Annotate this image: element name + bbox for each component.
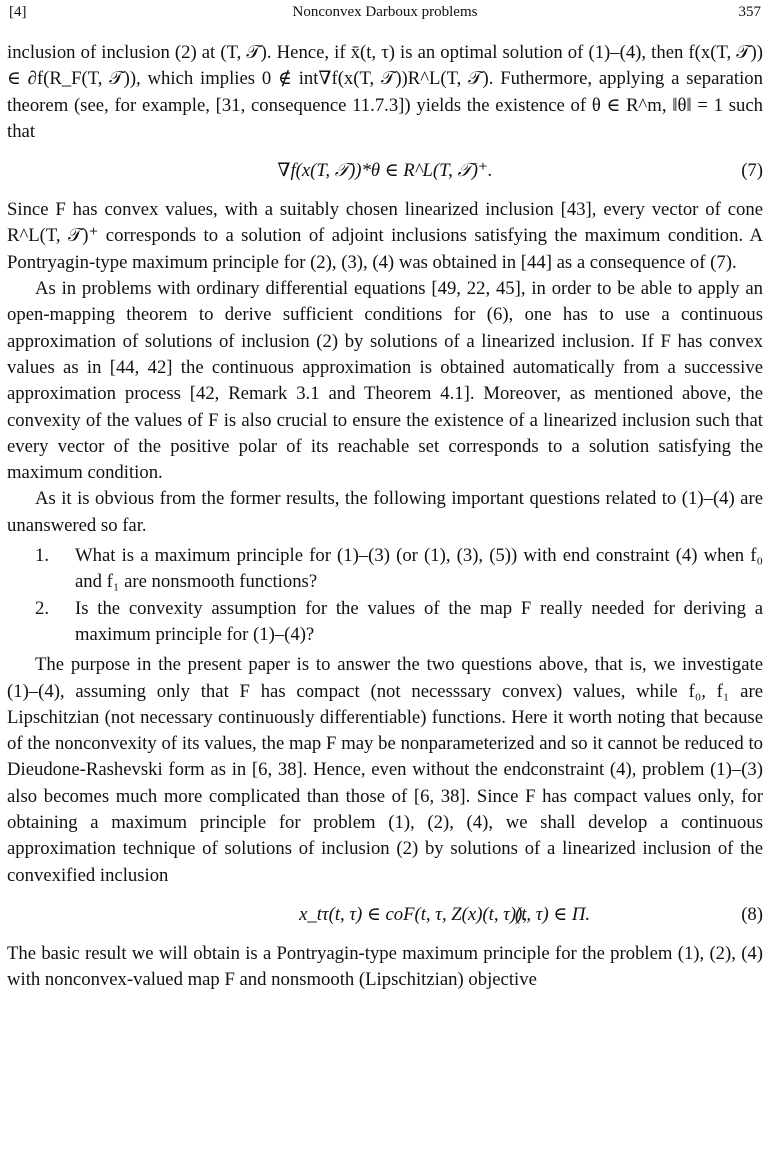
list-item-number: 2. xyxy=(35,597,50,619)
equation-7-number: (7) xyxy=(741,160,763,182)
equation-7-expression: ∇f(x(T, 𝒯))*θ ∈ R^L(T, 𝒯)⁺. xyxy=(277,160,493,182)
paragraph-4: As it is obvious from the former results, the following important questions related to (1)–(4) are unanswered so far. xyxy=(7,488,763,536)
paragraph-2: Since F has convex values, with a suitably chosen linearized inclusion [43], every vector of cone R^L(T, 𝒯)⁺ corresponds to a solution of adjoint inclusions satisfying the maximum condition. A Pontryagin-type maximum principle for (2), (3), (4) was obtained in [44] as a consequence of (7). xyxy=(7,199,763,273)
list-item-text: Is the convexity assumption for the values of the map F really needed for deriving a maximum principle for (1)–(4)? xyxy=(75,597,763,645)
paragraph-1: inclusion of inclusion (2) at (T, 𝒯). Hence, if x̄(t, τ) is an optimal solution of (1)–(4), then f(x(T, 𝒯)) ∈ ∂f(R_F(T, 𝒯)), which implies 0 ∉ int∇f(x(T, 𝒯))R^L(T, 𝒯). Futhermore, applying a separation theorem (see, for example, [31, consequence 11.7.3]) yields the existence of θ ∈ R^m, ‖θ‖ = 1 such that xyxy=(7,42,763,142)
paragraph-3: As in problems with ordinary differential equations [49, 22, 45], in order to be able to apply an open-mapping theorem to derive sufficient conditions for (6), one has to use a continuous approximation of solutions of inclusion (2) by solutions of a linearized inclusion. If F has convex values as in [44, 42] the continuous approximation is obtained automatically from a successive approximation process [42, Remark 3.1 and Theorem 4.1]. Moreover, as mentioned above, the convexity of the values of F is also crucial to ensure the existence of a linearized inclusion such that every vector of the positive polar of its reachable set corresponds to a solution satisfying the maximum condition. xyxy=(7,278,763,484)
equation-8-expression: x_tτ(t, τ) ∈ coF(t, τ, Z(x)(t, τ)), xyxy=(299,903,527,925)
paragraph-6: The basic result we will obtain is a Pontryagin-type maximum principle for the problem (1), (2), (4) with nonconvex-valued map F and nonsmooth (Lipschitzian) objective xyxy=(7,942,763,991)
list-item xyxy=(7,543,763,596)
question-list xyxy=(7,543,763,648)
body-text xyxy=(7,40,763,994)
list-item-number: 1. xyxy=(35,545,50,567)
running-title: Nonconvex Darboux problems xyxy=(292,4,478,20)
paragraph-5: The purpose in the present paper is to answer the two questions above, that is, we investigate (1)–(4), assuming only that F has compact (not necesssary convex) values, while f₀, f₁ are Lipschitzian (not necessary continuously differentiable) functions. Here it worth noting that because of the nonconvexity of its values, the map F may be nonparameterized and so it cannot be reduced to Dieudone-Rashevski form as in [6, 38]. Hence, even without the endconstraint (4), problem (1)–(3) also becomes much more complicated than those of [6, 38]. Since F has compact values only, for obtaining a maximum principle for problem (1), (2), (4), we shall develop a continuous approximation technique of solutions of inclusion (2) by solutions of a linearized inclusion of the convexified inclusion xyxy=(7,654,763,886)
page-number: 357 xyxy=(738,4,761,20)
equation-8 xyxy=(7,889,763,941)
page-header xyxy=(7,4,763,24)
equation-8-number: (8) xyxy=(741,903,763,925)
section-number: [4] xyxy=(9,4,27,20)
list-item-text: What is a maximum principle for (1)–(3) (or (1), (3), (5)) with end constraint (4) when f₀ and f₁ are nonsmooth functions? xyxy=(75,545,763,593)
equation-7 xyxy=(7,145,763,197)
equation-8-condition: (t, τ) ∈ Π. xyxy=(515,903,591,925)
list-item xyxy=(7,596,763,649)
